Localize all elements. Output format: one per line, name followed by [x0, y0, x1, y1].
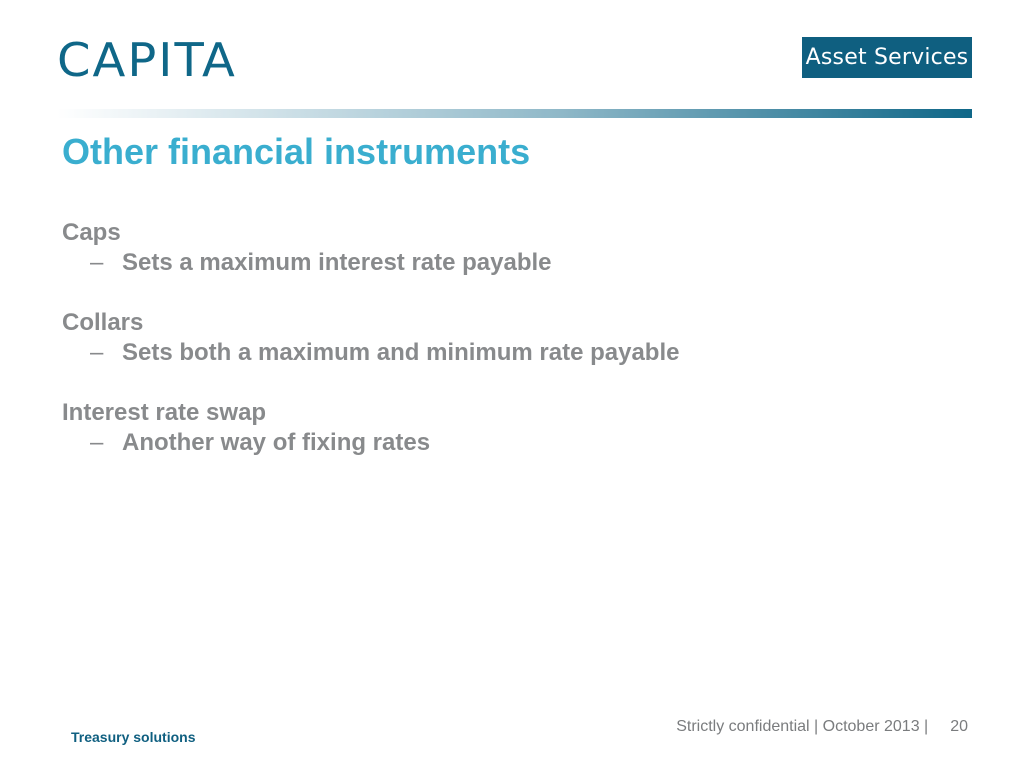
footer-confidential-text: Strictly confidential | October 2013 | [676, 718, 929, 735]
list-item-detail-text: Sets a maximum interest rate payable [122, 249, 552, 276]
capita-logo: CAPITA [57, 34, 237, 88]
page-number: 20 [950, 718, 968, 735]
list-item-caps [62, 218, 962, 278]
slide-content [62, 218, 962, 488]
list-item-heading: Interest rate swap [62, 399, 267, 426]
asset-services-badge: Asset Services [802, 37, 972, 78]
dash-bullet: – [90, 339, 104, 366]
list-item-detail [62, 248, 962, 278]
list-item-heading: Collars [62, 309, 144, 336]
dash-bullet: – [90, 249, 104, 276]
list-item-detail [62, 428, 962, 458]
footer-confidential [676, 717, 968, 737]
footer-section-label: Treasury solutions [71, 729, 196, 745]
dash-bullet: – [90, 429, 104, 456]
list-item-collars [62, 308, 962, 368]
list-item-detail-text: Another way of fixing rates [122, 429, 431, 456]
slide-title: Other financial instruments [62, 131, 531, 172]
list-item-detail [62, 338, 962, 368]
list-item-detail-text: Sets both a maximum and minimum rate payable [122, 339, 680, 366]
list-item-interest-rate-swap [62, 398, 962, 458]
list-item-heading: Caps [62, 219, 121, 246]
header-gradient-rule [57, 109, 972, 118]
